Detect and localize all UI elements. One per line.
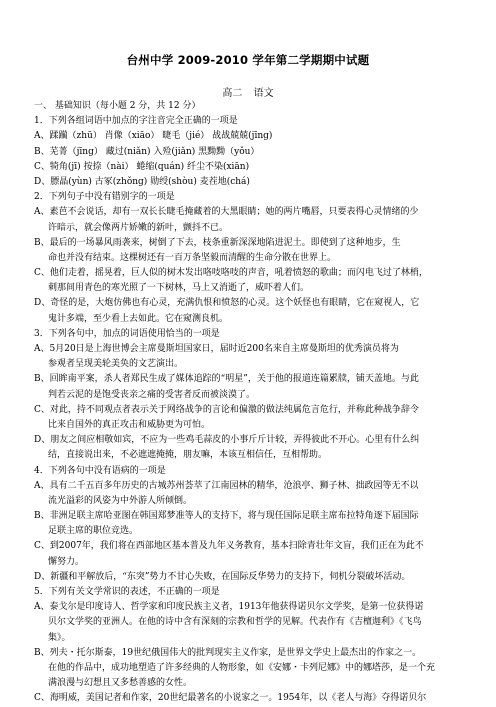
text-line: C、海明威，美国记者和作家，20世纪最著名的小说家之一。1954年，以《老人与海》夺得诺贝尔 bbox=[34, 693, 427, 704]
text-line: 足联主席的职位竞选。 bbox=[48, 526, 139, 537]
text-line: B、芜菁（jīng） 藏过(niǎn) 入殓(jiǎn) 黑黝黝（yǒu） bbox=[34, 146, 260, 157]
text-line: 参观者呈现美轮美奂的文艺演出。 bbox=[48, 359, 184, 370]
text-line: 流光溢彩的风姿为中外游人所倾倒。 bbox=[48, 495, 193, 506]
text-line: B、列夫・托尔斯泰，19世纪俄国伟大的批判现实主义作家，是世界文学史上最杰出的作家之一。 bbox=[34, 647, 422, 658]
page-subtitle: 高二 语文 bbox=[222, 88, 274, 99]
text-line: A、泰戈尔是印度诗人、哲学家和印度民族主义者，1913年他获得诺贝尔文学奖，是第一位获得诺 bbox=[34, 602, 424, 613]
text-line: 4．下列各句中没有语病的一项是 bbox=[34, 465, 166, 476]
text-line: 1．下列各组词语中加点的字注音完全正确的一项是 bbox=[34, 116, 238, 127]
text-line: A、具有二千五百多年历史的古城苏州荟萃了江南园林的精华，沧浪亭、狮子林、拙政园等无不以 bbox=[34, 480, 419, 491]
text-line: 满浪漫与幻想且又多愁善感的女性。 bbox=[48, 678, 193, 689]
text-line: 刺那间用青色的寒光照了一下树林，马上又消逝了，威吓着人们。 bbox=[48, 283, 310, 294]
text-line: D、朋友之间应相敬如宾，不应为一些鸡毛蒜皮的小事斤斤计较，弄得彼此不开心。心里有什么纠 bbox=[34, 435, 420, 446]
text-line: 在他的作品中，成功地塑造了许多经典的人物形象，如《安娜・卡列尼娜》中的娜塔莎，是一个充 bbox=[48, 662, 436, 673]
text-line: C、到2007年，我们将在西部地区基本普及九年义务教育，基本扫除青壮年文盲，我们正在为此不 bbox=[34, 541, 424, 552]
text-line: 比来自国外的真正攻击和威胁更为可怕。 bbox=[48, 419, 211, 430]
text-line: 判若云泥的是饱受丧亲之痛的受害者反而被淡漠了。 bbox=[48, 389, 256, 400]
text-line: A、蹂躏（zhū） 肖像（xiāo） 睫毛（jié） 战战兢兢(jīng) bbox=[34, 131, 273, 142]
text-line: B、非洲足联主席哈亚图在韩国郑梦准等人的支持下，将与现任国际足联主席布拉特角逐下届国际 bbox=[34, 511, 419, 522]
text-line: D、新疆和平解放后，“东突”势力不甘心失败，在国际反华势力的支持下，伺机分裂破坏活动。 bbox=[34, 571, 411, 582]
text-line: 鬼计多端，至少看上去如此。它在窥测良机。 bbox=[48, 313, 229, 324]
text-line: D、膘晶(yùn) 古冢(zhǒng) 勋绶(shòu) 麦茬地(chá) bbox=[34, 176, 250, 187]
page-title: 台州中学 2009-2010 学年第二学期期中试题 bbox=[126, 53, 370, 67]
text-line: 懈努力。 bbox=[48, 556, 85, 567]
text-line: 3．下列各句中，加点的词语使用恰当的一项是 bbox=[34, 328, 220, 339]
text-line: A、5月20日是上海世博会主席曼斯坦国家日，届时近200名来自主席曼斯坦的优秀演员将为 bbox=[34, 344, 399, 354]
text-line: 集》。 bbox=[48, 632, 71, 643]
text-line: 5．下列有关文学常识的表述，不正确的一项是 bbox=[34, 587, 220, 597]
exam-body bbox=[34, 99, 462, 707]
text-line: 贝尔文学奖的亚洲人。在他的诗中含有深刻的宗教和哲学的见解。代表作有《吉檀迦利》《飞鸟 bbox=[48, 617, 422, 628]
text-line: 结，直接说出来，不必遮遮掩掩，朋友嘛，本该互相信任，互相帮助。 bbox=[48, 450, 328, 461]
text-line: B、最后的一场暴风雨袭来，树倒了下去，枝条重新深深地陷进泥土。即使到了这种地步，生 bbox=[34, 237, 401, 248]
text-line: D、奇怪的是，大炮仿佛也有心灵，充满仇恨和愤怒的心灵。这个妖怪也有眼睛，它在窥视人，它 bbox=[34, 298, 420, 309]
text-line: A、素芭不会说话，却有一双长长睫毛掩藏着的大黑眼睛；她的两片嘴唇，只要表得心灵情绪的少 bbox=[34, 207, 419, 218]
text-line: C、对此，持不同观点者表示关于网络战争的言论和偏激的做法纯属危言危行，并称此种战争辞令 bbox=[34, 404, 419, 415]
text-line: B、回眸南平案，杀人者郑民生成了媒体追踪的“明星”，关于他的报道连篇累牍，铺天盖地。与此 bbox=[34, 374, 419, 385]
text-line: 2．下列句子中没有错别字的一项是 bbox=[34, 192, 175, 203]
text-line: 许暗示，就会像两片娇嫩的新叶，颤抖不已。 bbox=[48, 222, 229, 233]
text-line: 命也并没有结束。这棵树还有一百万条坚毅而清醒的生命分散在世界上。 bbox=[48, 252, 337, 263]
text-line: 一、 基础知识（每小题 2 分，共 12 分） bbox=[34, 101, 201, 111]
text-line: C、他们走着，摇晃着，巨人似的树木发出咯吱咯吱的声音，吼着愤怒的歌曲；而闪电飞过了林梢， bbox=[34, 268, 428, 279]
text-line: C、犄角(jī) 按捺（nài） 蜷缩(quán) 纤尘不染(xiān) bbox=[34, 161, 250, 172]
